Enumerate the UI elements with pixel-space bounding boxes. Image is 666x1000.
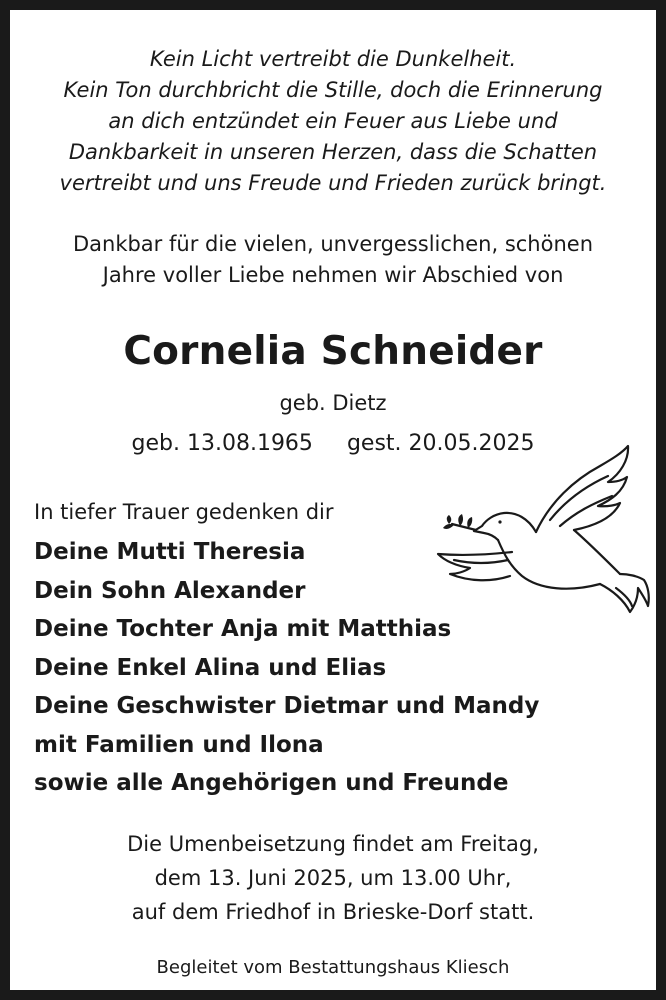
intro-line: Jahre voller Liebe nehmen wir Abschied von [102, 263, 564, 287]
mourners-list [34, 533, 539, 803]
mourner-line: Deine Tochter Anja mit Matthias [34, 616, 452, 642]
mourner-line: Dein Sohn Alexander [34, 577, 306, 604]
poem-line: an dich entzündet ein Feuer aus Liebe und [108, 109, 558, 133]
maiden-name: geb. Dietz [279, 391, 387, 415]
poem-line: vertreibt und uns Freude und Frieden zurück bringt. [59, 171, 607, 195]
deceased-name: Cornelia Schneider [123, 329, 543, 374]
funeral-home-credit: Begleitet vom Bestattungshaus Kliesch [156, 957, 510, 978]
service-line: auf dem Friedhof in Brieske-Dorf statt. [131, 900, 535, 924]
birth-date: geb. 13.08.1965 [131, 431, 313, 456]
mourner-line: Deine Enkel Alina und Elias [34, 654, 387, 681]
intro-line: Dankbar für die vielen, unvergesslichen, schönen [72, 232, 594, 256]
mourner-line: sowie alle Angehörigen und Freunde [34, 770, 509, 796]
poem [20, 44, 646, 199]
service-line: dem 13. Juni 2025, um 13.00 Uhr, [154, 866, 512, 890]
farewell-intro [20, 229, 646, 291]
service-details [20, 827, 646, 929]
poem-line: Kein Ton durchbricht die Stille, doch die Erinnerung [63, 78, 603, 102]
mourners-intro: In tiefer Trauer gedenken dir [34, 500, 334, 524]
mourner-line: mit Familien und Ilona [34, 731, 324, 758]
death-date: gest. 20.05.2025 [346, 431, 535, 456]
service-line: Die Umenbeisetzung findet am Freitag, [127, 832, 539, 856]
poem-line: Dankbarkeit in unseren Herzen, dass die Schatten [68, 140, 598, 164]
poem-line: Kein Licht vertreibt die Dunkelheit. [149, 47, 517, 71]
mourner-line: Deine Geschwister Dietmar und Mandy [34, 693, 540, 719]
mourner-line: Deine Mutti Theresia [34, 539, 306, 565]
